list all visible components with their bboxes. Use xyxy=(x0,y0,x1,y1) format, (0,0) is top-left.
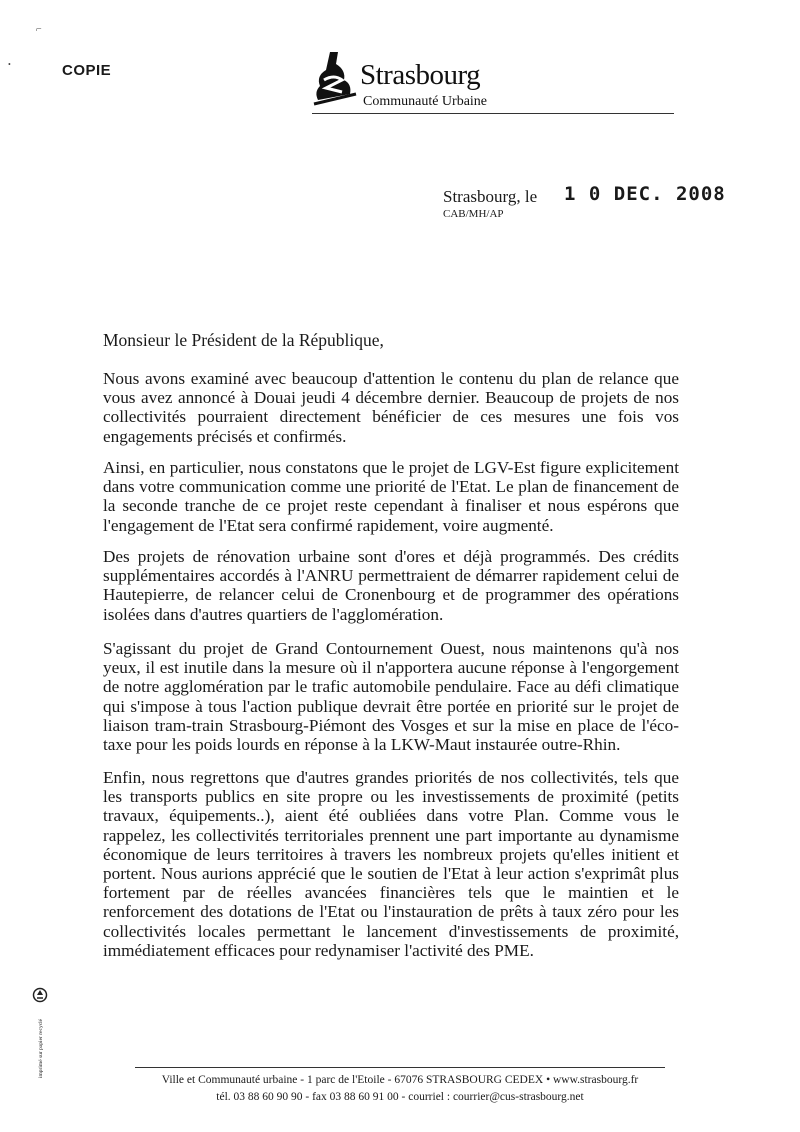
paragraph-lgv-est: Ainsi, en particulier, nous constatons que le projet de LGV-Est figure explicitement dans votre communication comme une priorité de l'Etat. Le plan de financement de la seconde tranche de ce projet reste cependant à finaliser et nous espérons que l'engagement de l'Etat sera confirmé rapidement, voire augmenté. xyxy=(103,458,679,535)
scan-dot: • xyxy=(8,60,11,69)
paragraph-plan-relance: Nous avons examiné avec beaucoup d'attention le contenu du plan de relance que vous avez annoncé à Douai jeudi 4 décembre dernier. Beaucoup de projets de nos collectivités pourraient directement bénéficier de ces mesures une fois vos engagements précisés et confirmés. xyxy=(103,369,679,446)
date-stamp: 1 0 DEC. 2008 xyxy=(564,183,726,205)
paragraph-grand-contournement: S'agissant du projet de Grand Contournement Ouest, nous maintenons qu'à nos yeux, il est inutile dans la mesure où il n'apportera aucune réponse à l'engorgement de notre agglomération par le trafic automobile pendulaire. Face au défi climatique qui s'impose à tous l'action publique devrait être portée en priorité sur le projet de liaison tram-train Strasbourg-Piémont des Vosges et sur la mise en place de l'éco-taxe pour les poids lourds en réponse à la LKW-Maut instaurée outre-Rhin. xyxy=(103,639,679,755)
paragraph-priorites: Enfin, nous regrettons que d'autres grandes priorités de nos collectivités, tels que les transports publics en site propre ou les investissements de proximité (petits travaux, équipements..), aient été oubliées dans votre Plan. Comme vous le rappelez, les collectivités territoriales prennent une part importante au dynamisme économique de leurs territoires à travers les nombreux projets qu'elles initient et portent. Nous aurions apprécié que le soutien de l'Etat à leur action s'exprimât plus fortement par de réelles avancées financières tels que le maintien et le renforcement des dotations de l'Etat ou l'instauration de prêts à taux zéro pour les collectivités locales permettant le lancement d'investissements de proximité, immédiatement efficaces pour redynamiser l'activité des PME. xyxy=(103,768,679,960)
paragraph-renovation-urbaine: Des projets de rénovation urbaine sont d'ores et déjà programmés. Des crédits supplémentaires accordés à l'ANRU permettraient de démarrer rapidement celui de Hautepierre, de relancer celui de Cronenbourg et de programmer des opérations isolées dans d'autres quartiers de l'agglomération. xyxy=(103,547,679,624)
logo-subtitle: Communauté Urbaine xyxy=(363,94,488,109)
salutation: Monsieur le Président de la République, xyxy=(103,330,384,350)
header-divider xyxy=(312,113,674,114)
strasbourg-logo-icon xyxy=(312,50,358,108)
scan-mark: ⌐ xyxy=(36,24,42,35)
reference: CAB/MH/AP xyxy=(443,208,504,220)
recycle-icon xyxy=(32,987,48,1003)
copie-stamp: COPIE xyxy=(62,62,112,79)
footer-divider xyxy=(135,1067,665,1068)
place-label: Strasbourg, le xyxy=(443,187,538,206)
logo-name: Strasbourg xyxy=(360,59,481,91)
footer-contact: tél. 03 88 60 90 90 - fax 03 88 60 91 00 - courriel : courrier@cus-strasbourg.net xyxy=(216,1091,584,1103)
recycled-paper-text: imprimé sur papier recyclé xyxy=(38,1018,44,1078)
recycled-paper-note xyxy=(38,1010,48,1078)
footer-address: Ville et Communauté urbaine - 1 parc de l'Etoile - 67076 STRASBOURG CEDEX • www.strasbourg.fr xyxy=(161,1074,639,1086)
